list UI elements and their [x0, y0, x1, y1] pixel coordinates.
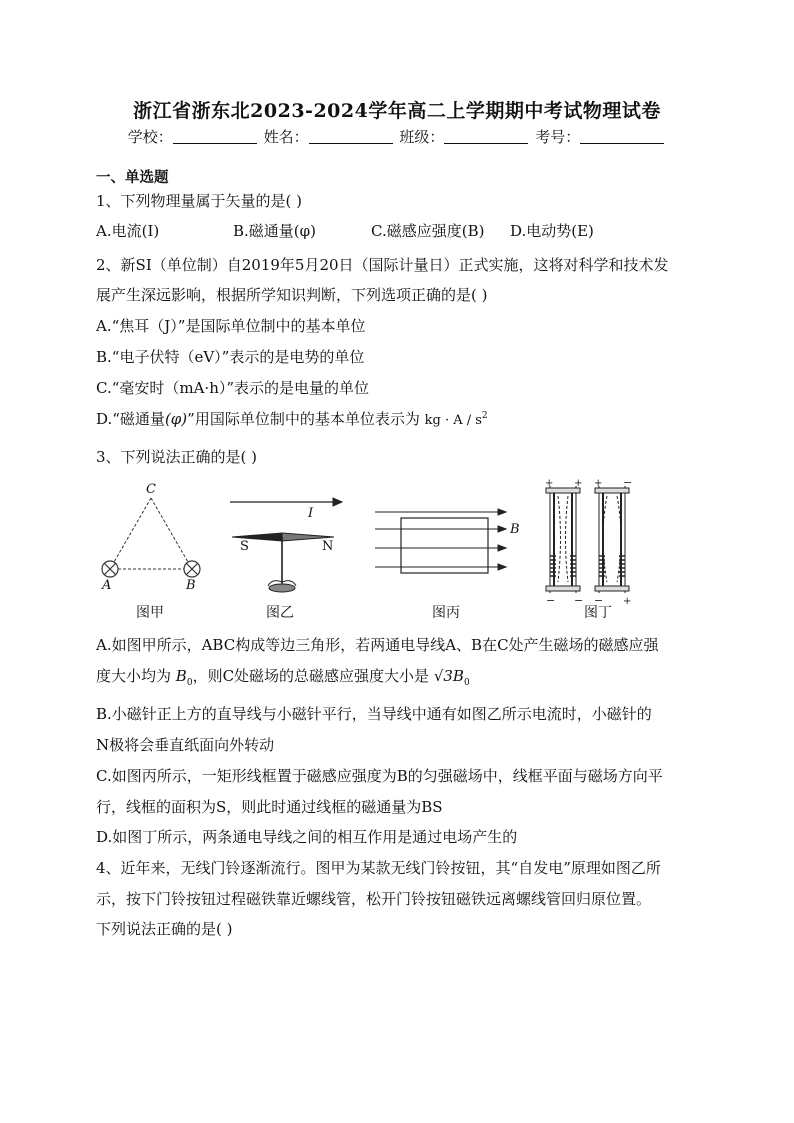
- q2-option-a: A.“焦耳（J）”是国际单位制中的基本单位: [96, 317, 366, 335]
- figure-ding: [545, 478, 632, 607]
- figure-bing: [375, 509, 506, 573]
- q2-option-d-symbol: (φ): [164, 410, 188, 428]
- q4-stem-line2: 示，按下门铃按钮过程磁铁靠近螺线管，松开门铃按钮磁铁远离螺线管回归原位置。: [96, 890, 652, 908]
- caption-ding: 图丁: [584, 605, 612, 621]
- q3-option-a-sub: 0: [186, 678, 193, 688]
- q3-stem: 3、下列说法正确的是( ): [96, 448, 258, 466]
- exam-no-blank[interactable]: [580, 129, 664, 144]
- q3-option-a-sqrt: √3B: [433, 667, 464, 685]
- q1-stem: 1、下列物理量属于矢量的是( ): [96, 192, 303, 210]
- svg-text:−: −: [546, 594, 556, 607]
- q3-option-b-line2: N极将会垂直纸面向外转动: [96, 736, 275, 754]
- svg-text:−: −: [594, 594, 604, 607]
- q1-option-d: D.电动势(E): [510, 222, 594, 240]
- q1-option-c: C.磁感应强度(B): [371, 222, 485, 240]
- q3-option-b-line1: B.小磁针正上方的直导线与小磁针平行，当导线中通有如图乙所示电流时，小磁针的: [96, 705, 652, 723]
- q2-option-d: [96, 408, 488, 429]
- q4-stem-line1: 4、近年来，无线门铃逐渐流行。图甲为某款无线门铃按钮，其“自发电”原理如图乙所: [96, 859, 661, 877]
- q2-option-c: C.“毫安时（mA·h）”表示的是电量的单位: [96, 379, 370, 397]
- student-info-row: [0, 126, 794, 147]
- q4-stem-line3: 下列说法正确的是( ): [96, 920, 233, 938]
- q3-option-a-pre: 度大小均为: [96, 667, 172, 685]
- name-label: 姓名：: [263, 128, 309, 146]
- q1-option-b: B.磁通量(φ): [233, 222, 316, 240]
- name-blank[interactable]: [309, 129, 393, 144]
- exam-title: 浙江省浙东北2023-2024学年高二上学期期中考试物理试卷: [133, 100, 661, 122]
- school-blank[interactable]: [173, 129, 257, 144]
- q3-option-a-line1: A.如图甲所示，ABC构成等边三角形，若两通电导线A、B在C处产生磁场的磁感应强: [96, 636, 659, 654]
- fig-yi-label-s: S: [240, 539, 249, 554]
- q2-stem-line1: 2、新SI（单位制）自2019年5月20日（国际计量日）正式实施，这将对科学和技术发: [96, 256, 669, 274]
- svg-text:+: +: [623, 596, 632, 607]
- q3-option-a-mid: ，则C处磁场的总磁感应强度大小是: [192, 667, 430, 685]
- fig-bing-label-b: B: [510, 522, 520, 537]
- q1-option-a: A.电流(I): [96, 222, 160, 240]
- school-label: 学校：: [127, 128, 173, 146]
- fig-jia-label-a: A: [102, 578, 112, 593]
- q3-option-c-line1: C.如图丙所示，一矩形线框置于磁感应强度为B的匀强磁场中，线框平面与磁场方向平: [96, 767, 663, 785]
- q2-option-d-exponent: 2: [481, 411, 488, 421]
- q3-option-c-line2: 行，线框的面积为S，则此时通过线框的磁通量为BS: [96, 798, 443, 816]
- class-label: 班级：: [399, 128, 445, 146]
- caption-jia: 图甲: [136, 605, 164, 621]
- q3-option-a-b0: B: [175, 667, 187, 685]
- svg-text:+: +: [574, 478, 583, 489]
- q2-option-d-unit: kg · A / s: [424, 413, 482, 428]
- q2-option-d-pre: D.“磁通量: [96, 410, 165, 428]
- fig-jia-label-b: B: [186, 578, 196, 593]
- q3-option-a-line2: [96, 665, 470, 688]
- exam-no-label: 考号：: [535, 128, 581, 146]
- q3-option-d: D.如图丁所示，两条通电导线之间的相互作用是通过电场产生的: [96, 828, 518, 846]
- q3-figure-drawing: [96, 478, 656, 624]
- q2-stem-line2: 展产生深远影响，根据所学知识判断，下列选项正确的是( ): [96, 286, 488, 304]
- q3-figures: [96, 478, 656, 624]
- section-title: 一、单选题: [96, 169, 169, 186]
- svg-text:+: +: [594, 478, 603, 489]
- fig-jia-label-c: C: [146, 482, 156, 497]
- svg-text:+: +: [545, 478, 554, 489]
- svg-text:−: −: [574, 594, 584, 607]
- class-blank[interactable]: [444, 129, 528, 144]
- fig-yi-label-n: N: [322, 539, 334, 554]
- q2-option-d-post: ”用国际单位制中的基本单位表示为: [187, 410, 420, 428]
- figure-jia: [102, 498, 200, 577]
- caption-yi: 图乙: [266, 605, 294, 621]
- caption-bing: 图丙: [432, 605, 460, 621]
- fig-yi-label-i: I: [308, 506, 314, 521]
- svg-text:−: −: [623, 478, 633, 489]
- q2-option-b: B.“电子伏特（eV）”表示的是电势的单位: [96, 348, 365, 366]
- q3-option-a-sub2: 0: [463, 678, 470, 688]
